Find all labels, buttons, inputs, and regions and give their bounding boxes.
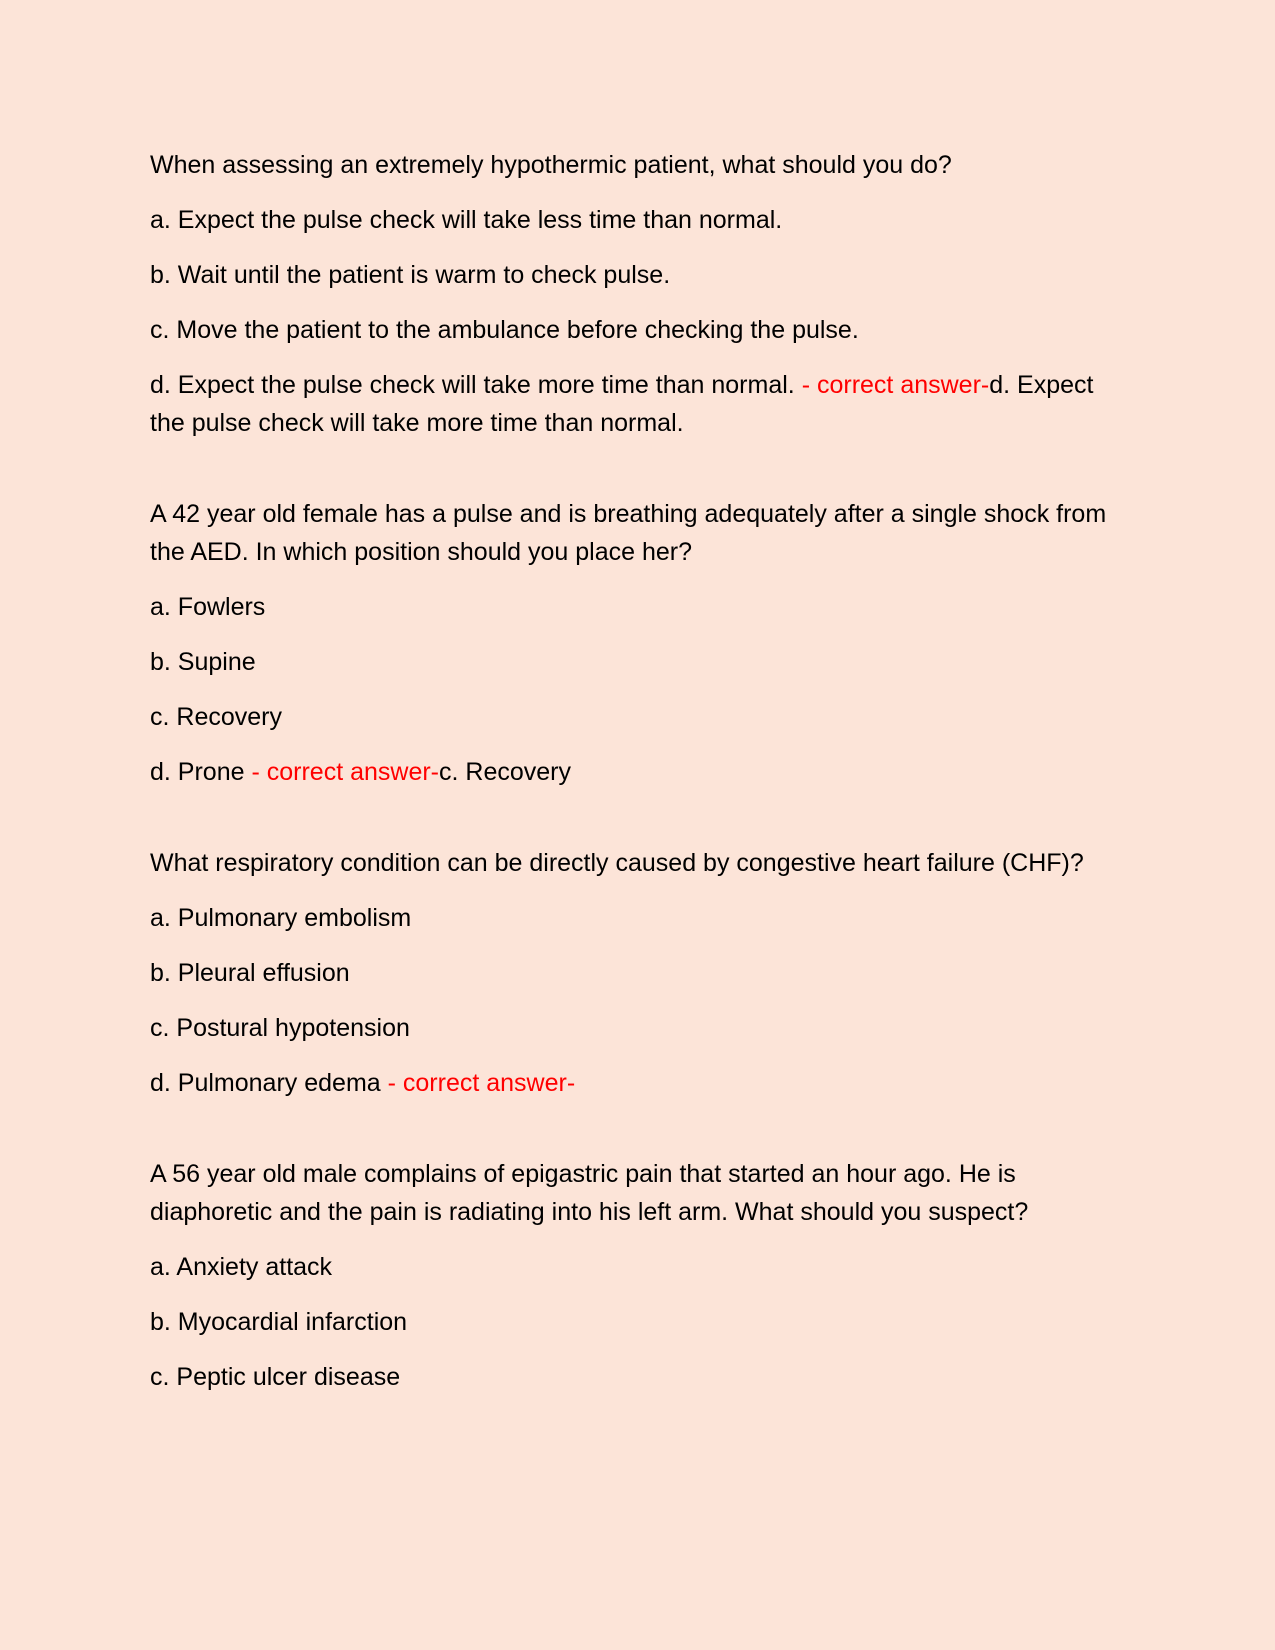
answer-option-with-key [150, 1064, 1125, 1102]
correct-answer-text: c. Recovery [439, 758, 571, 786]
correct-answer-marker: - correct answer- [244, 758, 439, 786]
answer-option: b. Wait until the patient is warm to check pulse. [150, 261, 671, 289]
answer-option-with-key [150, 753, 1125, 791]
answer-option-text: d. Pulmonary edema [150, 1069, 381, 1097]
answer-option: b. Supine [150, 648, 256, 676]
answer-option: c. Peptic ulcer disease [150, 1363, 401, 1391]
answer-option: b. Myocardial infarction [150, 1308, 408, 1336]
question-prompt: A 56 year old male complains of epigastric pain that started an hour ago. He is diaphoretic and the pain is radiating into his left arm. What should you suspect? [150, 1160, 1029, 1226]
answer-option-text: d. Prone [150, 758, 245, 786]
question-block [150, 1155, 1125, 1396]
answer-option-text: d. Expect the pulse check will take more time than normal. [150, 371, 795, 399]
question-prompt: What respiratory condition can be directly caused by congestive heart failure (CHF)? [150, 849, 1084, 877]
question-prompt: A 42 year old female has a pulse and is breathing adequately after a single shock from the AED. In which position should you place her? [150, 500, 1107, 566]
answer-option: c. Recovery [150, 703, 282, 731]
question-block [150, 844, 1125, 1102]
answer-option: c. Move the patient to the ambulance before checking the pulse. [150, 316, 859, 344]
answer-option: a. Pulmonary embolism [150, 904, 412, 932]
correct-answer-marker: - correct answer- [794, 371, 990, 399]
question-block [150, 146, 1125, 442]
answer-option: a. Fowlers [150, 593, 266, 621]
answer-option-with-key [150, 366, 1125, 442]
answer-option: c. Postural hypotension [150, 1014, 410, 1042]
question-block [150, 495, 1125, 791]
answer-option: b. Pleural effusion [150, 959, 350, 987]
answer-option: a. Anxiety attack [150, 1253, 333, 1281]
correct-answer-marker: - correct answer- [380, 1069, 576, 1097]
question-prompt: When assessing an extremely hypothermic patient, what should you do? [150, 151, 952, 179]
answer-option: a. Expect the pulse check will take less time than normal. [150, 206, 783, 234]
correct-answer-text: d. Expect the pulse check will take more time than normal. [150, 371, 1094, 437]
